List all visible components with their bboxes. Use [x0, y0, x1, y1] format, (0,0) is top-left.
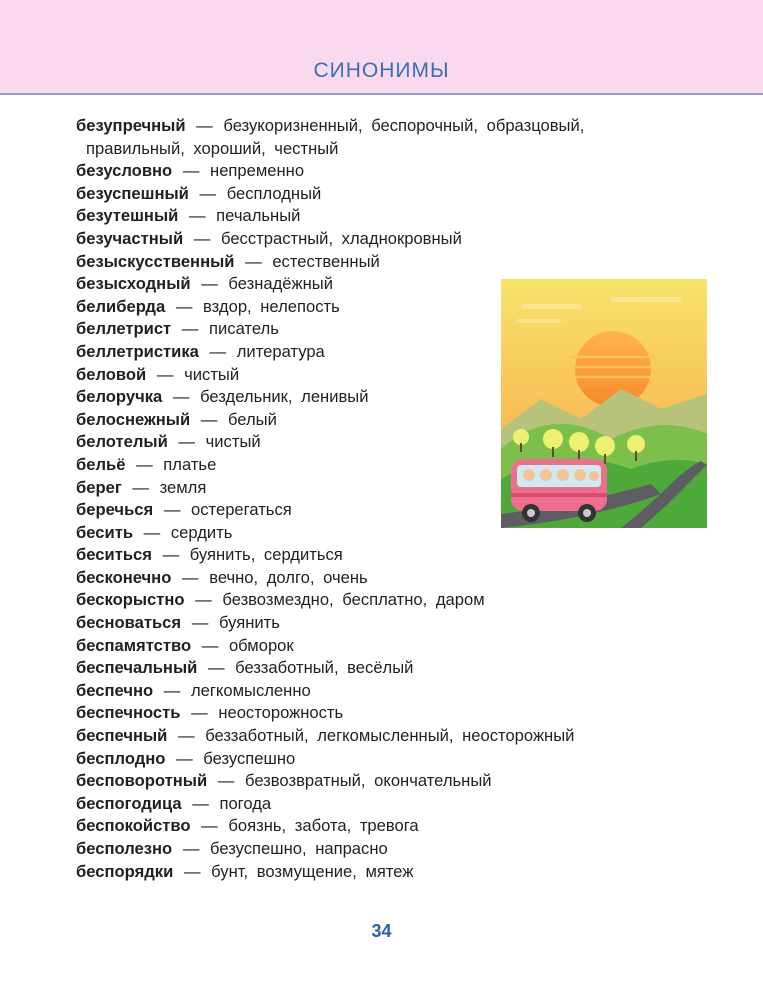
em-dash: — — [191, 613, 209, 633]
em-dash: — — [163, 500, 181, 520]
em-dash: — — [195, 590, 212, 610]
synonyms-continuation: правильный, хороший, честный — [86, 138, 339, 158]
synonyms: белый — [227, 409, 277, 429]
headword: безусловно — [76, 161, 173, 181]
em-dash: — — [209, 341, 227, 361]
synonym-entry — [76, 680, 716, 703]
headword: беллетристика — [76, 341, 199, 361]
synonyms: обморок — [228, 635, 294, 655]
em-dash: — — [175, 296, 193, 316]
synonym-entry — [76, 657, 716, 680]
headword: бесить — [76, 522, 134, 542]
headword: белоручка — [76, 387, 163, 407]
synonyms: вечно, долго, очень — [209, 567, 368, 587]
synonym-entry — [76, 838, 716, 861]
synonyms: беззаботный, весёлый — [235, 658, 414, 678]
em-dash: — — [181, 319, 199, 339]
synonyms: чистый — [205, 432, 261, 452]
synonyms: бунт, возмущение, мятеж — [211, 861, 414, 881]
headword: безутешный — [76, 206, 179, 226]
em-dash: — — [207, 658, 225, 678]
synonym-entry — [76, 770, 716, 793]
em-dash: — — [199, 183, 217, 203]
synonyms: бездельник, ленивый — [200, 387, 369, 407]
headword: беспечный — [76, 726, 168, 746]
headword: бесполезно — [76, 839, 173, 858]
em-dash: — — [182, 839, 200, 858]
synonyms: вздор, нелепость — [203, 296, 340, 316]
em-dash: — — [176, 748, 193, 768]
synonyms: бесстрастный, хладнокровный — [221, 228, 462, 248]
headword: бесконечно — [76, 567, 172, 587]
em-dash: — — [143, 522, 161, 542]
em-dash: — — [132, 477, 149, 497]
headword: беспорядки — [76, 861, 174, 881]
headword: беспогодица — [76, 793, 182, 813]
synonyms: легкомысленно — [190, 680, 311, 700]
em-dash: — — [172, 387, 190, 407]
headword: безуспешный — [76, 183, 189, 203]
headword: беспамятство — [76, 635, 192, 655]
synonym-entry — [76, 160, 716, 183]
synonyms: безнадёжный — [228, 274, 333, 294]
page-title: СИНОНИМЫ — [313, 59, 450, 82]
em-dash: — — [188, 206, 206, 226]
headword: белотелый — [76, 432, 168, 452]
synonyms: погода — [219, 793, 272, 813]
sunset-bus-illustration — [501, 279, 707, 528]
synonyms: печальный — [216, 206, 301, 226]
synonyms: непременно — [210, 161, 305, 181]
synonyms: безуспешно — [203, 748, 296, 768]
synonym-entry — [76, 861, 716, 884]
synonyms: естественный — [272, 251, 380, 271]
synonyms: безвозвратный, окончательный — [245, 771, 492, 791]
em-dash: — — [178, 432, 196, 452]
synonym-entry — [76, 815, 716, 838]
synonym-entry — [76, 115, 716, 138]
headword: бесповоротный — [76, 771, 208, 791]
headword: бесноваться — [76, 613, 182, 633]
headword: беситься — [76, 545, 152, 565]
headword: белиберда — [76, 296, 166, 316]
headword: белоснежный — [76, 409, 191, 429]
synonym-entry — [76, 251, 716, 274]
synonyms: бесплодный — [226, 183, 322, 203]
synonym-entry — [76, 205, 716, 228]
page-header — [0, 0, 763, 95]
em-dash: — — [245, 251, 262, 271]
headword: безучастный — [76, 228, 184, 248]
em-dash: — — [196, 116, 213, 135]
synonyms: земля — [159, 477, 207, 497]
synonym-entry — [76, 567, 716, 590]
headword: безупречный — [76, 116, 186, 135]
synonyms: сердить — [170, 522, 233, 542]
synonym-entry — [76, 748, 716, 771]
synonyms: буянить — [218, 613, 280, 633]
synonyms: безуспешно, напрасно — [210, 839, 388, 858]
synonym-entry — [76, 228, 716, 251]
synonyms: платье — [163, 454, 217, 474]
headword: беспечно — [76, 680, 154, 700]
headword: берег — [76, 477, 122, 497]
synonym-entry — [76, 183, 716, 206]
synonym-entry — [76, 612, 716, 635]
synonyms: литература — [236, 341, 325, 361]
synonym-entry — [76, 725, 716, 748]
em-dash: — — [193, 228, 211, 248]
synonyms: безвозмездно, бесплатно, даром — [222, 590, 485, 610]
em-dash: — — [200, 409, 218, 429]
synonyms: безукоризненный, беспорочный, образцовый, — [223, 116, 585, 135]
em-dash: — — [201, 635, 219, 655]
em-dash: — — [162, 545, 180, 565]
headword: беспечальный — [76, 658, 198, 678]
synonym-entry — [76, 589, 716, 612]
headword: бельё — [76, 454, 126, 474]
em-dash: — — [192, 793, 209, 813]
synonym-entry — [76, 544, 716, 567]
em-dash: — — [201, 274, 218, 294]
em-dash: — — [136, 454, 153, 474]
em-dash: — — [191, 703, 208, 723]
em-dash: — — [181, 567, 199, 587]
synonyms: буянить, сердиться — [189, 545, 343, 565]
em-dash: — — [201, 816, 218, 836]
synonym-entry — [76, 702, 716, 725]
synonym-entry — [76, 793, 716, 816]
em-dash: — — [177, 726, 195, 746]
headword: беспокойство — [76, 816, 191, 836]
headword: беллетрист — [76, 319, 172, 339]
headword: безыскусственный — [76, 251, 235, 271]
headword: беспечность — [76, 703, 181, 723]
headword: бескорыстно — [76, 590, 185, 610]
synonyms: остерегаться — [191, 500, 292, 520]
em-dash: — — [156, 364, 174, 384]
headword: бесплодно — [76, 748, 166, 768]
em-dash: — — [182, 161, 200, 181]
headword: безысходный — [76, 274, 191, 294]
synonyms: чистый — [184, 364, 240, 384]
synonym-entry — [76, 635, 716, 658]
headword: беловой — [76, 364, 147, 384]
em-dash: — — [217, 771, 235, 791]
page-number: 34 — [371, 921, 392, 941]
synonyms: беззаботный, легкомысленный, неосторожный — [205, 726, 575, 746]
em-dash: — — [183, 861, 201, 881]
em-dash: — — [163, 680, 181, 700]
synonyms: писатель — [209, 319, 279, 339]
synonyms: боязнь, забота, тревога — [228, 816, 419, 836]
synonyms: неосторожность — [218, 703, 344, 723]
headword: беречься — [76, 500, 154, 520]
